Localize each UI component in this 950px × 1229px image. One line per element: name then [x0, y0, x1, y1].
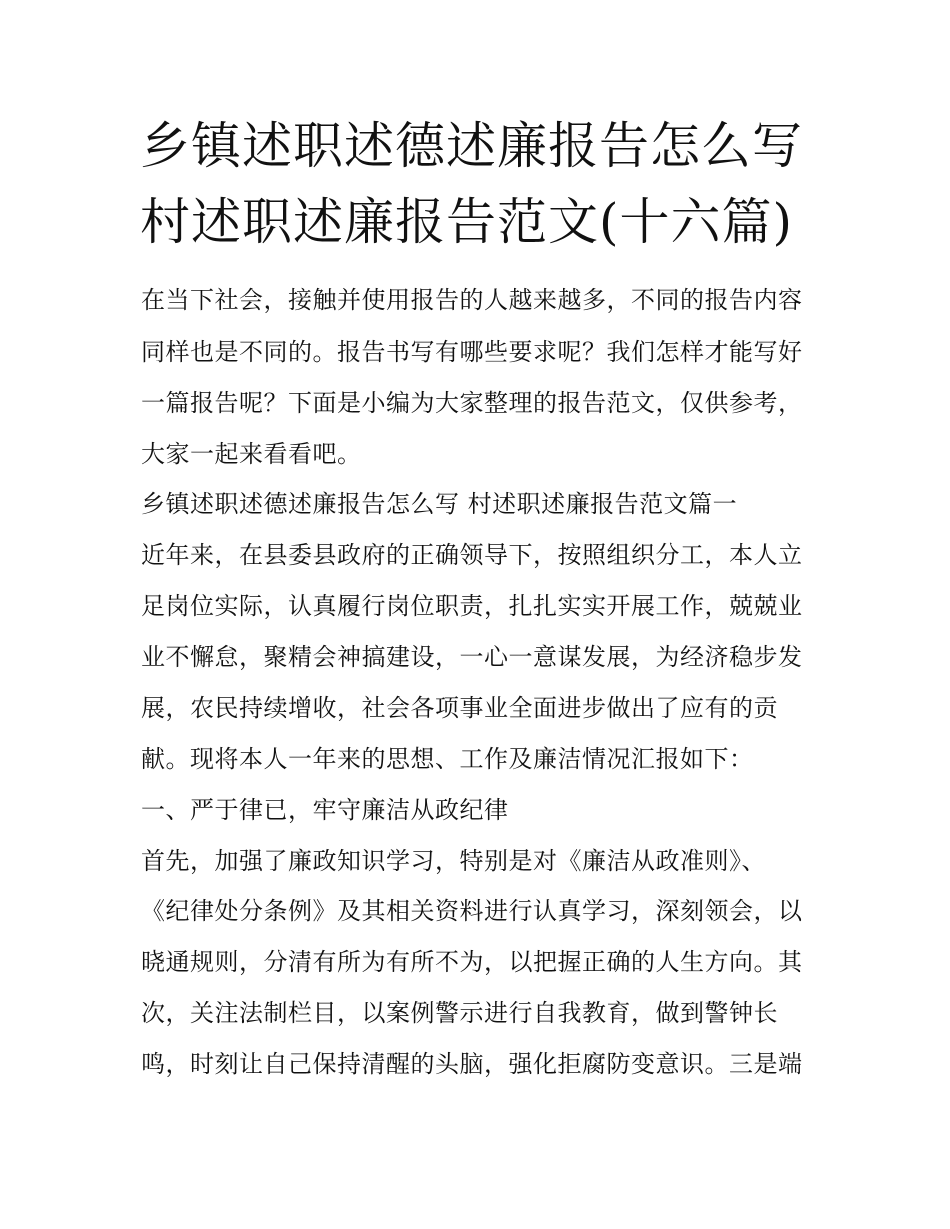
document-title-line-2: 村述职述廉报告范文(十六篇)	[140, 193, 794, 251]
body-line: 次，关注法制栏目，以案例警示进行自我教育，做到警钟长	[141, 999, 778, 1027]
body-line: 在当下社会，接触并使用报告的人越来越多，不同的报告内容	[141, 286, 803, 314]
body-line: 一篇报告呢？下面是小编为大家整理的报告范文，仅供参考，	[141, 389, 803, 417]
body-line: 《纪律处分条例》及其相关资料进行认真学习，深刻领会，以	[141, 897, 803, 925]
body-line: 业不懈怠，聚精会神搞建设，一心一意谋发展，为经济稳步发	[141, 643, 803, 671]
body-line: 首先，加强了廉政知识学习，特别是对《廉洁从政准则》、	[141, 847, 766, 875]
document-title-line-1: 乡镇述职述德述廉报告怎么写	[140, 117, 803, 175]
body-line: 足岗位实际，认真履行岗位职责，扎扎实实开展工作，兢兢业	[141, 592, 803, 620]
body-line: 近年来，在县委县政府的正确领导下，按照组织分工，本人立	[141, 541, 803, 569]
body-line: 晓通规则，分清有所为有所不为，以把握正确的人生方向。其	[141, 948, 803, 976]
body-line: 展，农民持续增收，社会各项事业全面进步做出了应有的贡	[141, 694, 778, 722]
body-line: 鸣，时刻让自己保持清醒的头脑，强化拒腐防变意识。三是端	[141, 1050, 803, 1078]
body-line: 献。现将本人一年来的思想、工作及廉洁情况汇报如下：	[141, 745, 754, 773]
body-line: 同样也是不同的。报告书写有哪些要求呢？我们怎样才能写好	[141, 338, 803, 366]
subsection-heading: 一、严于律已，牢守廉洁从政纪律	[141, 796, 509, 824]
section-heading: 乡镇述职述德述廉报告怎么写 村述职述廉报告范文篇一	[141, 490, 738, 518]
body-line: 大家一起来看看吧。	[141, 440, 362, 468]
